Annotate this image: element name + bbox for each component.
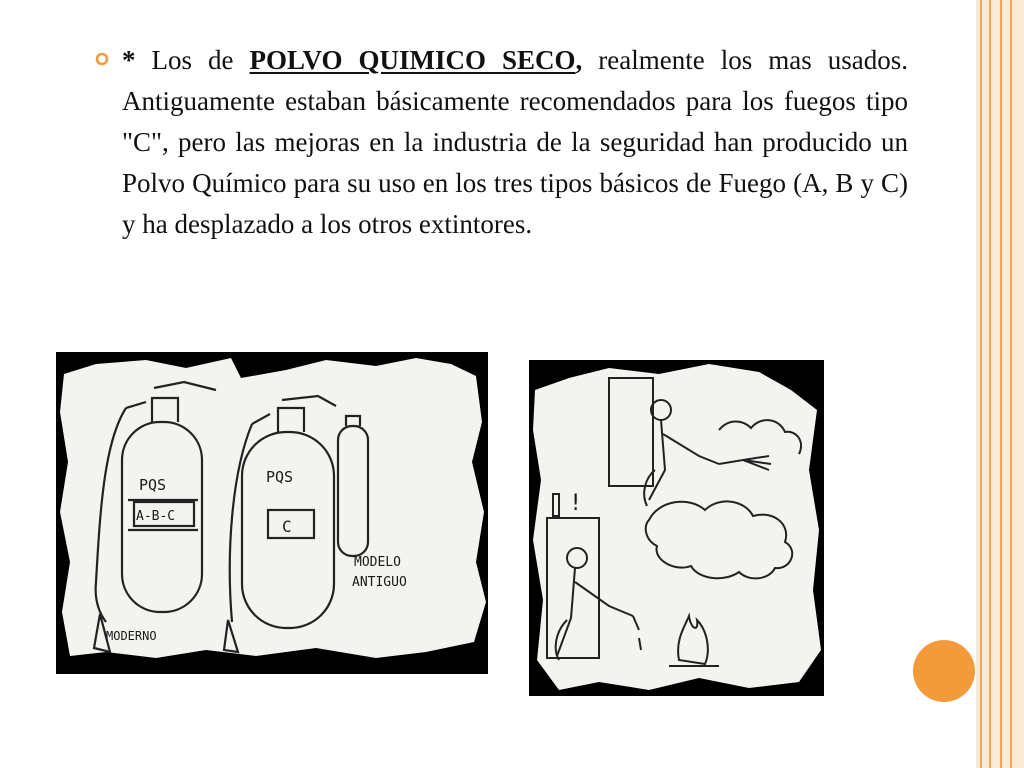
text-after-term: realmente los mas usados. Antiguamente estaban básicamente recomendados para los fuegos tipo "C", pero las mejoras en la industria de la seguridad han producido un Polvo Químico para su uso en los tres tipos básicos de Fuego (A, B y C) y ha desplazado a los otros extintores.	[122, 45, 909, 239]
modern-class-label: A-B-C	[136, 509, 176, 524]
highlighted-term: POLVO QUIMICO SECO	[249, 45, 576, 75]
border-stripe	[1010, 0, 1012, 768]
exclamation-mark: !	[569, 491, 583, 516]
firefighting-sketch	[529, 360, 824, 696]
paper-background	[533, 364, 821, 690]
term-punctuation: ,	[575, 45, 583, 75]
old-tank-label: PQS	[266, 468, 294, 486]
modern-tank-label: PQS	[139, 476, 167, 494]
accent-circle	[913, 640, 975, 702]
border-stripe	[1000, 0, 1002, 768]
old-model-caption-line1: MODELO	[354, 555, 401, 570]
bullet-paragraph	[122, 40, 908, 245]
bullet-asterisk: *	[122, 45, 136, 75]
border-stripe	[980, 0, 982, 768]
old-class-label: C	[282, 517, 292, 536]
border-stripe	[989, 0, 991, 768]
bullet-ring-icon	[95, 52, 109, 66]
text-before-term: Los de	[135, 45, 250, 75]
extinguishers-sketch	[56, 352, 488, 674]
paper-background	[60, 358, 486, 658]
old-model-caption-line2: ANTIGUO	[352, 575, 407, 590]
modern-caption: MODERNO	[106, 629, 157, 643]
